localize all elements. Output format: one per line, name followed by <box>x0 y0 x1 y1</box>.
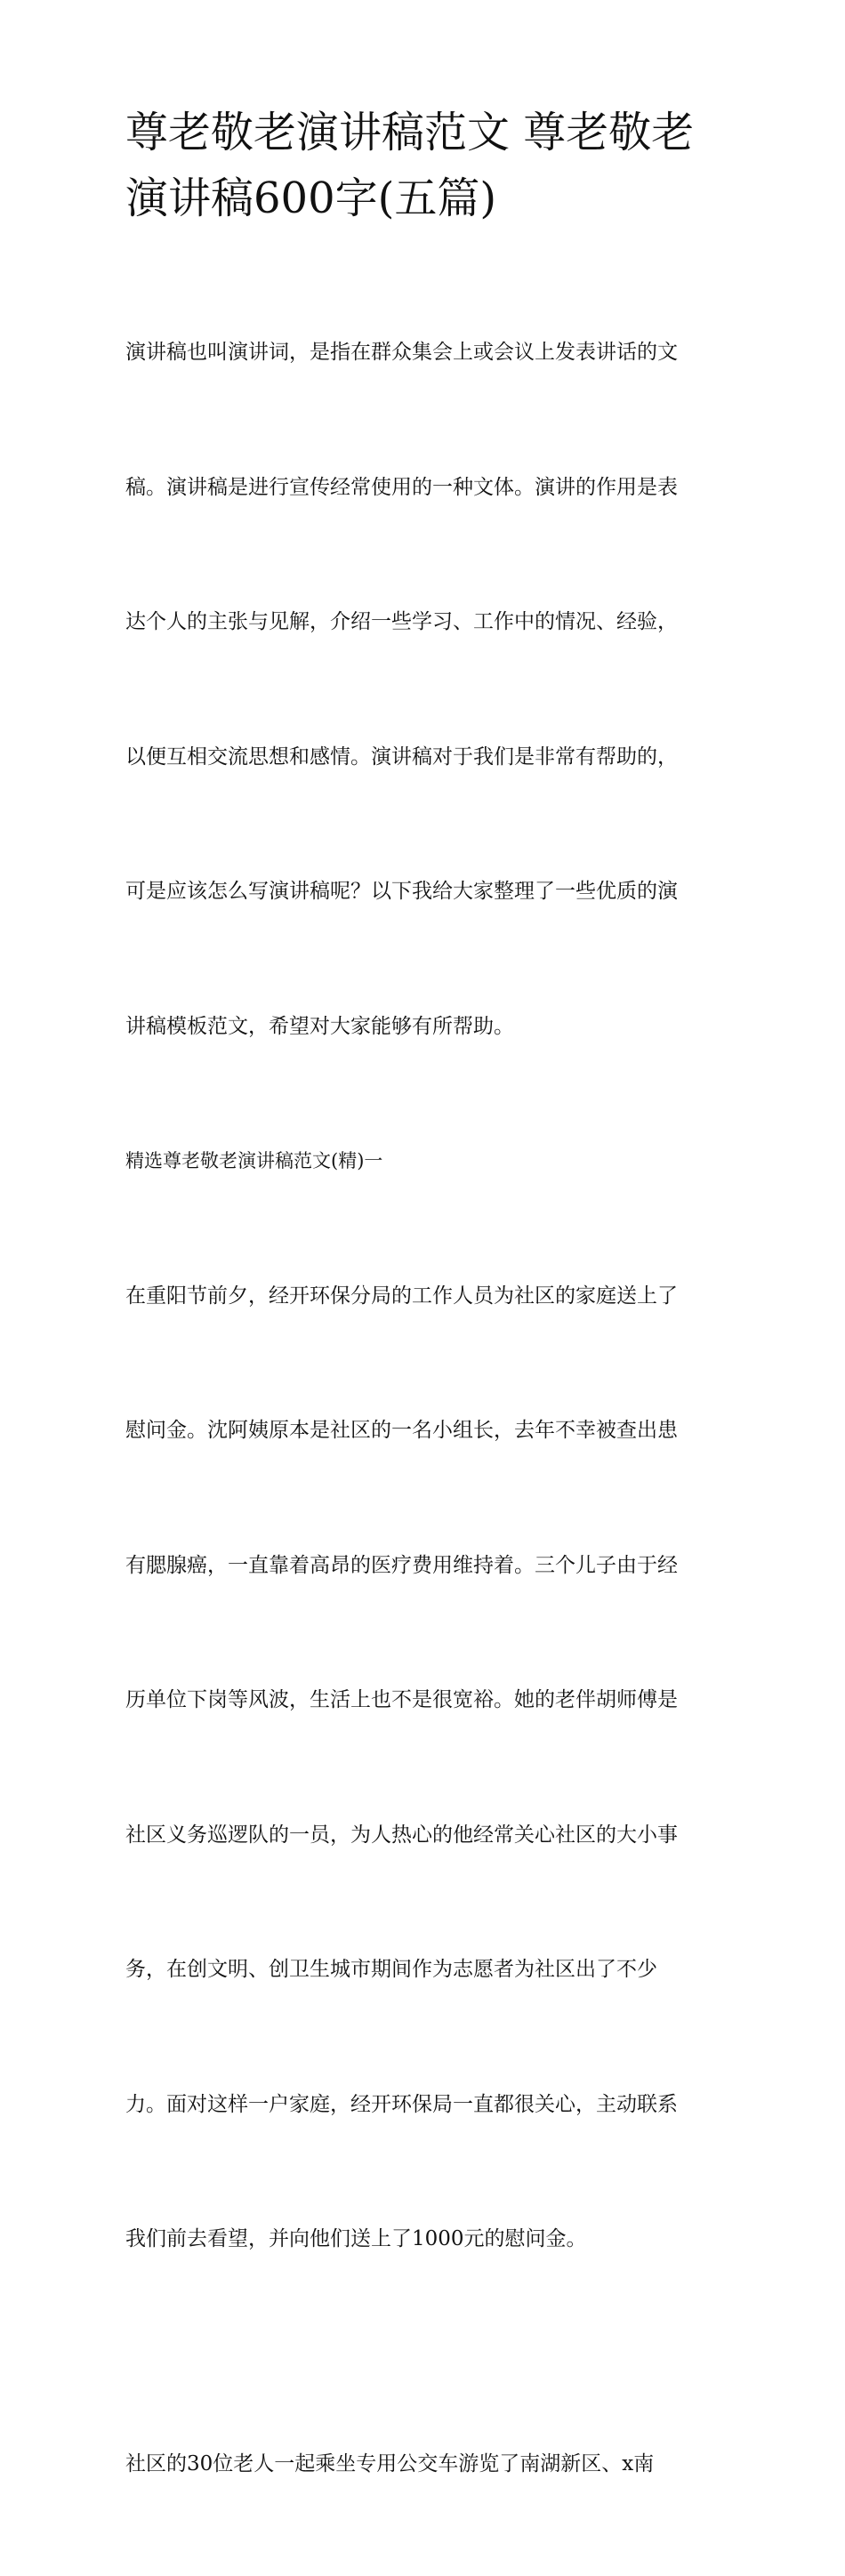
body-line: 社区的30位老人一起乘坐专用公交车游览了南湖新区、x南 <box>125 2442 723 2487</box>
body-line: 慰问金。沈阿姨原本是社区的一名小组长，去年不幸被查出患 <box>125 1408 723 1453</box>
intro-line: 可是应该怎么写演讲稿呢？以下我给大家整理了一些优质的演 <box>125 869 723 914</box>
body-line: 有腮腺癌，一直靠着高昂的医疗费用维持着。三个儿子由于经 <box>125 1543 723 1589</box>
document-body <box>125 240 723 2576</box>
intro-line: 演讲稿也叫演讲词，是指在群众集会上或会议上发表讲话的文 <box>125 330 723 375</box>
intro-line: 讲稿模板范文，希望对大家能够有所帮助。 <box>125 1004 723 1050</box>
title-line-2: 演讲稿600字(五篇) <box>125 165 723 231</box>
body-line: 务，在创文明、创卫生城市期间作为志愿者为社区出了不少 <box>125 1947 723 1992</box>
document-page <box>0 0 845 1093</box>
document-title <box>125 100 723 231</box>
intro-paragraph <box>125 240 723 1139</box>
body-line: 力。面对这样一户家庭，经开环保局一直都很关心，主动联系 <box>125 2082 723 2128</box>
body-line: 我们前去看望，并向他们送上了1000元的慰问金。 <box>125 2217 723 2262</box>
body-line: 历单位下岗等风波，生活上也不是很宽裕。她的老伴胡师傅是 <box>125 1678 723 1723</box>
last-paragraph <box>125 2352 723 2576</box>
body-line: 在重阳节前夕，经开环保分局的工作人员为社区的家庭送上了 <box>125 1274 723 1319</box>
section-heading: 精选尊老敬老演讲稿范文(精)一 <box>125 1139 723 1184</box>
intro-line: 以便互相交流思想和感情。演讲稿对于我们是非常有帮助的， <box>125 735 723 780</box>
intro-line: 稿。演讲稿是进行宣传经常使用的一种文体。演讲的作用是表 <box>125 465 723 511</box>
body-paragraph <box>125 1184 723 2352</box>
title-line-1: 尊老敬老演讲稿范文 尊老敬老 <box>125 100 723 165</box>
intro-line: 达个人的主张与见解，介绍一些学习、工作中的情况、经验， <box>125 600 723 645</box>
document-content <box>125 100 723 2576</box>
body-line: 社区义务巡逻队的一员，为人热心的他经常关心社区的大小事 <box>125 1813 723 1858</box>
